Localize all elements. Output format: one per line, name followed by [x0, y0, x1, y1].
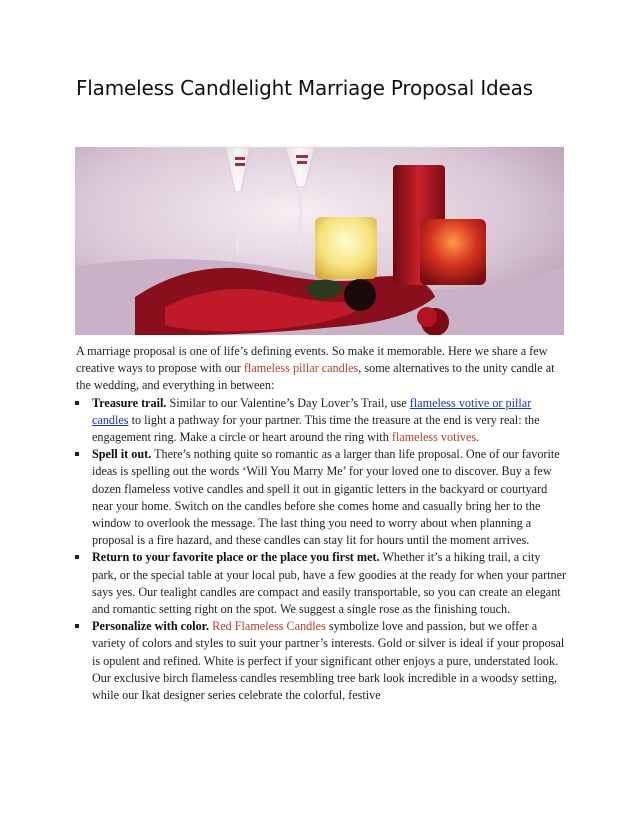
- bullet-icon: [75, 401, 79, 405]
- bullet-icon: [75, 452, 79, 456]
- page-title: Flameless Candlelight Marriage Proposal Ideas: [76, 76, 533, 100]
- list-item: Personalize with color. Red Flameless Candles symbolize love and passion, but we offer a variety of colors and styles to suit your partner’s interests. Gold or silver is ideal if your proposal is opulent and refined. White is perfect if your significant other enjoys a pure, understated look. Our exclusive birch flameless candles resembling tree bark look incredible in a woodsy setting, while our Ikat designer series celebrate the colorful, festive: [76, 618, 568, 704]
- intro-paragraph: A marriage proposal is one of life’s defining events. So make it memorable. Here we share a few creative ways to propose with our flameless pillar candles, some alternatives to the unity candle at the wedding, and everything in between:: [76, 344, 555, 393]
- bullet-icon: [75, 555, 79, 559]
- item-heading: Personalize with color.: [92, 619, 210, 634]
- list-item: Treasure trail. Similar to our Valentine’s Day Lover’s Trail, use flameless votive or pillar candles to light a pathway for your partner. This time the treasure at the end is very real: the engagement ring. Make a circle or heart around the ring with flameless votives.: [76, 395, 568, 447]
- votive-pillar-candles-link[interactable]: flameless votive or pillar candles: [92, 395, 532, 427]
- item-heading: Return to your favorite place or the place you first met.: [92, 550, 380, 565]
- candles-photo: [75, 147, 564, 335]
- list-item: Spell it out. There’s nothing quite so romantic as a larger than life proposal. One of our favorite ideas is spelling out the words ‘Will You Marry Me’ for your loved one to discover. Buy a few dozen flameless votive candles and spell it out in gigantic letters in the backyard or courtyard near your home. Switch on the candles before she comes home and casually bring her to the window to overlook the message. The last thing you need to worry about when planning a proposal is a fire hazard, and these candles can stay lit for hours until the moment arrives.: [76, 446, 568, 549]
- article-body: [76, 343, 568, 704]
- flameless-pillar-candles-link[interactable]: flameless pillar candles: [243, 361, 359, 376]
- item-heading: Treasure trail.: [92, 395, 167, 410]
- item-heading: Spell it out.: [92, 447, 152, 462]
- ideas-list: [76, 395, 568, 705]
- list-item: Return to your favorite place or the place you first met. Whether it’s a hiking trail, a city park, or the special table at your local pub, have a few goodies at the ready for when your partner says yes. Our tealight candles are compact and easily transportable, so you can create an elegant and romantic setting right on the spot. We suggest a single rose as the finishing touch.: [76, 549, 568, 618]
- red-flameless-candles-link[interactable]: Red Flameless Candles: [212, 619, 326, 634]
- bullet-icon: [75, 624, 79, 628]
- flameless-votives-link[interactable]: flameless votives: [391, 430, 477, 445]
